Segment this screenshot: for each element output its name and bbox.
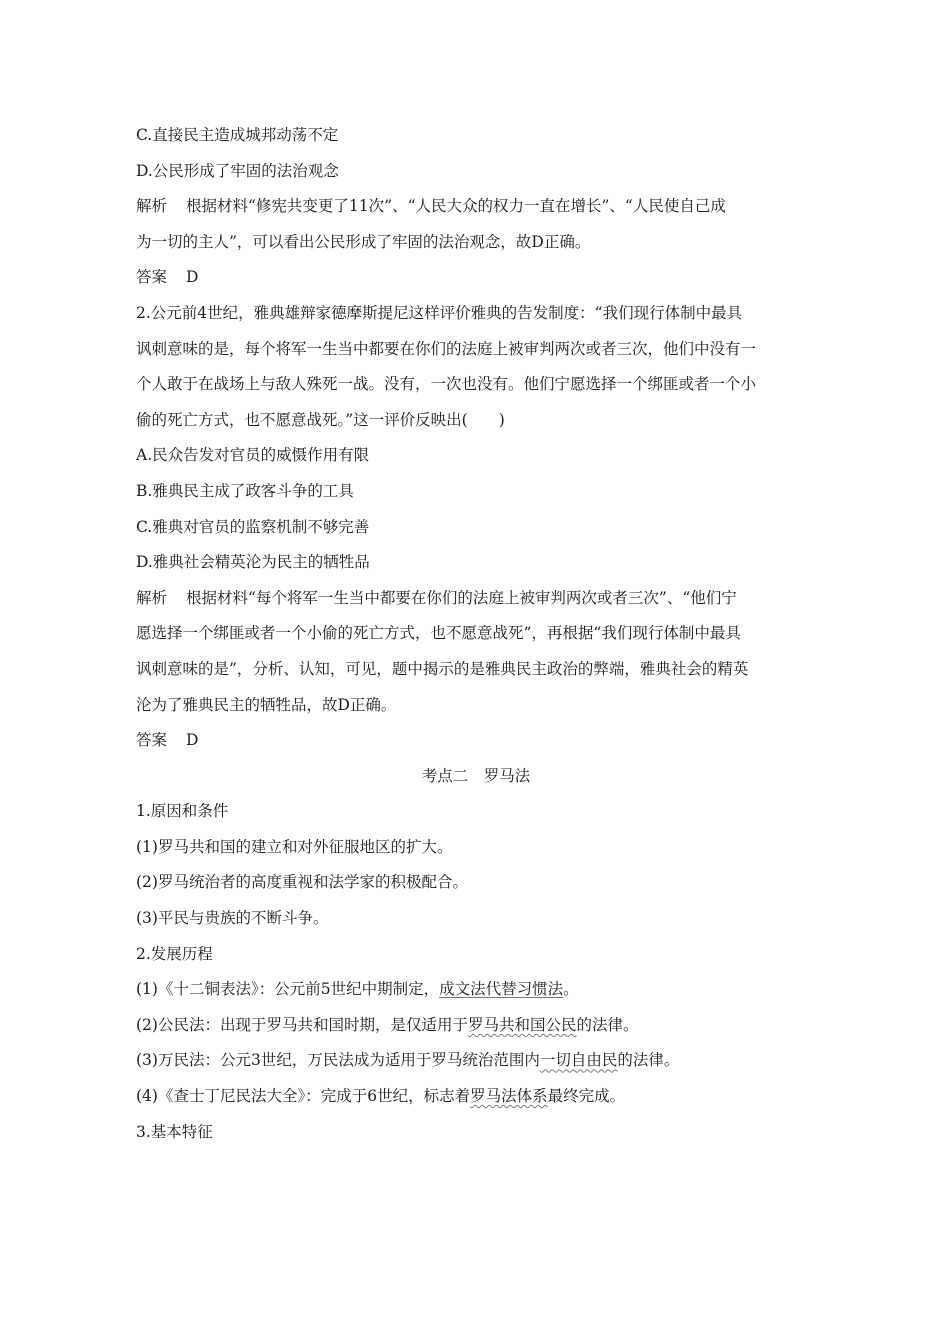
q1-analysis-line-2: 为一切的主人”，可以看出公民形成了牢固的法治观念，故D正确。 xyxy=(136,232,591,251)
development-2-end: 的法律。 xyxy=(576,1015,639,1034)
q2-answer xyxy=(136,723,816,759)
q2-option-b: B.雅典民主成了政客斗争的工具 xyxy=(136,481,354,500)
q2-stem-line-3: 个人敢于在战场上与敌人殊死一战。没有，一次也没有。他们宁愿选择一个绑匪或者一个小 xyxy=(136,375,757,394)
development-4 xyxy=(136,1079,816,1115)
development-2 xyxy=(136,1008,816,1044)
development-3 xyxy=(136,1043,816,1079)
cause-1: (1)罗马共和国的建立和对外征服地区的扩大。 xyxy=(136,837,453,856)
heading-causes: 1.原因和条件 xyxy=(136,802,229,821)
q2-analysis-label: 解析 xyxy=(136,588,168,607)
development-3-text: (3)万民法：公元3世纪，万民法成为适用于罗马统治范围内 xyxy=(136,1051,540,1070)
document-page xyxy=(136,118,816,1150)
q2-analysis-line-4: 沦为了雅典民主的牺牲品，故D正确。 xyxy=(136,695,397,714)
cause-2: (2)罗马统治者的高度重视和法学家的积极配合。 xyxy=(136,873,468,892)
development-4-text: (4)《查士丁尼民法大全》：完成于6世纪，标志着 xyxy=(136,1087,471,1106)
development-4-underlined: 罗马法体系 xyxy=(470,1087,548,1106)
q2-analysis-line-1 xyxy=(136,581,816,617)
q2-answer-label: 答案 xyxy=(136,731,168,750)
q2-stem-line-4: 偷的死亡方式，也不愿意战死。”这一评价反映出( ) xyxy=(136,410,505,429)
q1-analysis-line-1 xyxy=(136,189,816,225)
development-1-end: 。 xyxy=(563,980,579,999)
heading-development: 2.发展历程 xyxy=(136,944,213,963)
q2-analysis-line-2: 愿选择一个绑匪或者一个小偷的死亡方式，也不愿意战死”，再根据“我们现行体制中最具 xyxy=(136,624,741,643)
q2-analysis-line-3: 讽刺意味的是”，分析、认知，可见，题中揭示的是雅典民主政治的弊端，雅典社会的精英 xyxy=(136,659,749,678)
development-1 xyxy=(136,972,816,1008)
q1-option-d: D.公民形成了牢固的法治观念 xyxy=(136,161,339,180)
q2-option-c: C.雅典对官员的监察机制不够完善 xyxy=(136,517,370,536)
q1-option-c: C.直接民主造成城邦动荡不定 xyxy=(136,126,339,144)
q1-analysis-text-1: 根据材料“修宪共变更了11次”、“人民大众的权力一直在增长”、“人民使自己成 xyxy=(186,197,726,216)
development-3-underlined: 一切自由民 xyxy=(539,1051,618,1070)
q1-answer-label: 答案 xyxy=(136,268,168,287)
q1-answer xyxy=(136,260,816,296)
q2-option-d: D.雅典社会精英沦为民主的牺牲品 xyxy=(136,553,370,572)
development-2-text: (2)公民法：出现于罗马共和国时期，是仅适用于 xyxy=(136,1015,468,1034)
q1-analysis-label: 解析 xyxy=(136,197,168,216)
development-2-underlined: 罗马共和国公民 xyxy=(467,1015,577,1034)
q2-stem-line-2: 讽刺意味的是，每个将军一生当中都要在你们的法庭上被审判两次或者三次，他们中没有一 xyxy=(136,339,757,358)
cause-3: (3)平民与贵族的不断斗争。 xyxy=(136,909,329,928)
q2-analysis-text-1: 根据材料“每个将军一生当中都要在你们的法庭上被审判两次或者三次”、“他们宁 xyxy=(186,588,737,607)
q2-stem-line-1: 2.公元前4世纪，雅典雄辩家德摩斯提尼这样评价雅典的告发制度：“我们现行体制中最具 xyxy=(136,303,743,322)
heading-features: 3.基本特征 xyxy=(136,1122,213,1141)
q2-option-a: A.民众告发对官员的威慑作用有限 xyxy=(136,446,370,465)
q1-answer-value: D xyxy=(186,268,199,287)
development-1-underlined: 成文法代替习惯法 xyxy=(439,980,564,999)
section-title: 考点二 罗马法 xyxy=(421,766,531,785)
q2-answer-value: D xyxy=(186,731,199,750)
development-4-end: 最终完成。 xyxy=(547,1087,626,1106)
development-3-end: 的法律。 xyxy=(617,1051,680,1070)
development-1-text: (1)《十二铜表法》：公元前5世纪中期制定， xyxy=(136,980,440,999)
